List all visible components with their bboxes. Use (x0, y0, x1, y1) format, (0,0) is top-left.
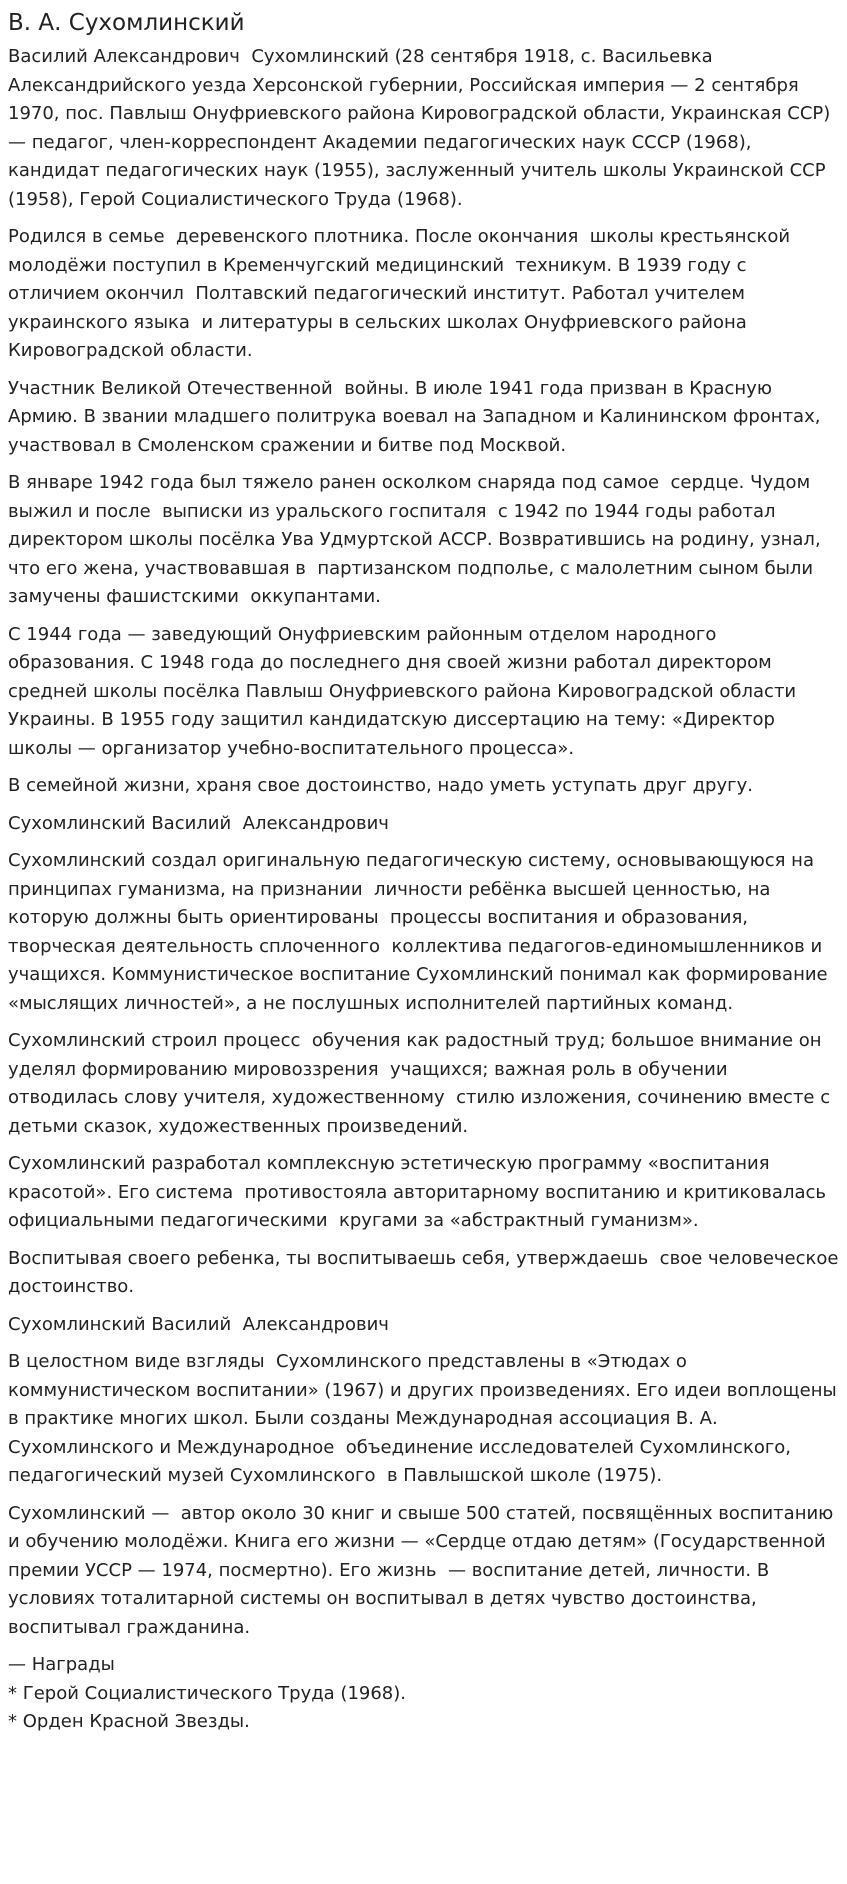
quote-author: Сухомлинский Василий Александрович (8, 812, 389, 834)
paragraph-war: Участник Великой Отечественной войны. В июле 1941 года призван в Красную Армию. В звании младшего политрука воевал на Западном и Калининском фронтах, участвовал в Смоленском сражении и битве под Москвой. (8, 377, 827, 456)
awards-heading: — Награды (8, 1654, 115, 1675)
awards-list (8, 1680, 839, 1737)
quote-author: Сухомлинский Василий Александрович (8, 1313, 389, 1335)
paragraph-legacy: В целостном виде взгляды Сухомлинского представлены в «Этюдах о коммунистическом воспитании» (1967) и других произведениях. Его идеи воплощены в практике многих школ. Были созданы Международная ассоциация В. А. Сухомлинского и Международное объединение исследователей Сухомлинского, педагогический музей Сухомлинского в Павлышской школе (1975). (8, 1351, 843, 1486)
quote-family-life: В семейной жизни, храня свое достоинство, надо уметь уступать друг другу. (8, 775, 753, 796)
paragraph-wounded: В январе 1942 года был тяжело ранен осколком снаряда под самое сердце. Чудом выжил и после выписки из уральского госпиталя с 1942 по 1944 годы работал директором школы посёлка Ува Удмуртской АССР. Возвратившись на родину, узнал, что его жена, участвовавшая в партизанском подполье, с малолетним сыном были замучены фашистскими оккупантами. (8, 472, 827, 607)
page-title: В. А. Сухомлинский (8, 10, 245, 36)
paragraph-works: Сухомлинский — автор около 30 книг и свыше 500 статей, посвящённых воспитанию и обучению молодёжи. Книга его жизни — «Сердце отдаю детям» (Государственной премии УССР — 1974, посмертно). Его жизнь — воспитание детей, личности. В условиях тоталитарной системы он воспитывал в детях чувство достоинства, воспитывал гражданина. (8, 1502, 840, 1638)
award-item: * Орден Красной Звезды. (8, 1711, 250, 1732)
paragraph-early-life: Родился в семье деревенского плотника. После окончания школы крестьянской молодёжи поступил в Кременчугский медицинский техникум. В 1939 году с отличием окончил Полтавский педагогический институт. Работал учителем украинского языка и литературы в сельских школах Онуфриевского района Кировоградской области. (8, 226, 796, 361)
paragraph-aesthetics: Сухомлинский разработал комплексную эстетическую программу «воспитания красотой». Его система противостояла авторитарному воспитанию и критиковалась официальными педагогическими кругами за «абстрактный гуманизм». (8, 1153, 832, 1231)
paragraph-learning: Сухомлинский строил процесс обучения как радостный труд; большое внимание он уделял формированию мировоззрения учащихся; важная роль в обучении отводилась слову учителя, художественному стилю изложения, сочинению вместе с детьми сказок, художественных произведений. (8, 1030, 836, 1137)
paragraph-intro: Василий Александрович Сухомлинский (28 сентября 1918, с. Васильевка Александрийского уезда Херсонской губернии, Российская империя — 2 сентября 1970, пос. Павлыш Онуфриевского района Кировоградской области, Украинская ССР) — педагог, член-корреспондент Академии педагогических наук СССР (1968), кандидат педагогических наук (1955), заслуженный учитель школы Украинской ССР (1958), Герой Социалистического Труда (1968). (8, 46, 837, 210)
paragraph-career: С 1944 года — заведующий Онуфриевским районным отделом народного образования. С 1948 года до последнего дня своей жизни работал директором средней школы посёлка Павлыш Онуфриевского района Кировоградской области Украины. В 1955 году защитил кандидатскую диссертацию на тему: «Директор школы — организатор учебно-воспитательного процесса». (8, 623, 802, 759)
quote-raising-child: Воспитывая своего ребенка, ты воспитываешь себя, утверждаешь свое человеческое достоинство. (8, 1247, 845, 1297)
award-item: * Герой Социалистического Труда (1968). (8, 1682, 407, 1704)
paragraph-pedagogy: Сухомлинский создал оригинальную педагогическую систему, основывающуюся на принципах гуманизма, на признании личности ребёнка высшей ценностью, на которую должны быть ориентированы процессы воспитания и образования, творческая деятельность сплоченного коллектива педагогов-единомышленников и учащихся. Коммунистическое воспитание Сухомлинский понимал как формирование «мыслящих личностей», а не послушных исполнителей партийных команд. (8, 850, 834, 1014)
